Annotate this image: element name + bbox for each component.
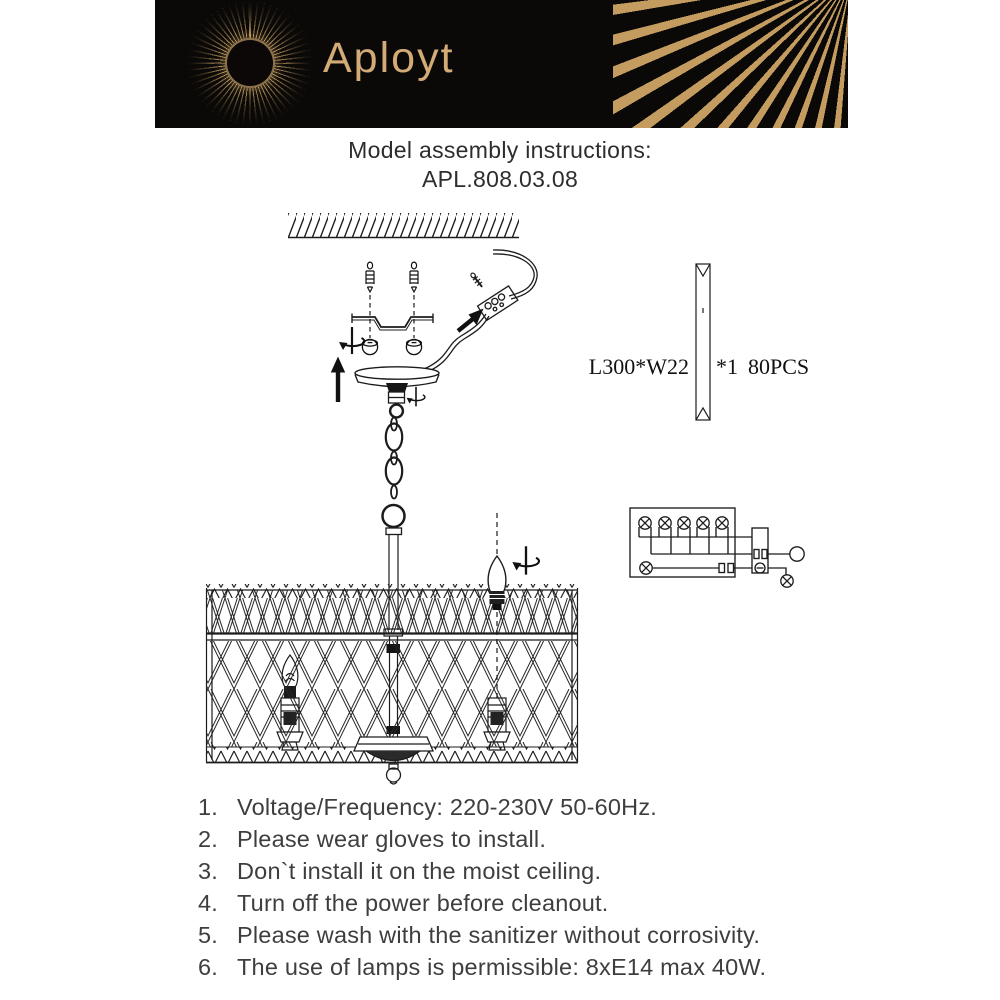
- rotate-symbol-icon: [407, 387, 425, 406]
- item-text: Please wash with the sanitizer without corrosivity.: [237, 922, 761, 948]
- hanging-chain-icon: [383, 418, 405, 535]
- page-title: Model assembly instructions:: [348, 137, 652, 163]
- terminal-block-icon: [424, 250, 537, 372]
- push-up-arrow-icon: [331, 357, 345, 403]
- item-number: 6.: [198, 954, 218, 980]
- crystal-rod-icon: [696, 264, 710, 420]
- ceiling-canopy-icon: [355, 367, 439, 418]
- list-item: [198, 890, 888, 917]
- item-text: Turn off the power before cleanout.: [237, 890, 609, 916]
- list-item: [198, 826, 888, 853]
- crystal-size-label: L300*W22: [588, 354, 689, 379]
- assembly-diagram: [150, 205, 860, 805]
- rotate-symbol-icon: [512, 546, 539, 574]
- ceiling-hatch-icon: [288, 213, 519, 238]
- wiring-schematic-icon: [630, 508, 804, 587]
- instruction-list: [198, 794, 888, 986]
- title-block: [0, 136, 1000, 194]
- brand-header: [155, 0, 848, 128]
- crystal-pcs-label: 80PCS: [748, 354, 810, 379]
- list-item: [198, 794, 888, 821]
- crystal-qty-label: *1: [716, 354, 738, 379]
- list-item: [198, 954, 888, 981]
- item-text: The use of lamps is permissible: 8xE14 max 40W.: [237, 954, 767, 980]
- brand-name: Aployt: [323, 34, 455, 82]
- drum-shade-icon: [206, 584, 578, 763]
- list-item: [198, 858, 888, 885]
- item-text: Don`t install it on the moist ceiling.: [237, 858, 602, 884]
- item-number: 4.: [198, 890, 218, 916]
- sunburst-rays-icon: [613, 0, 848, 128]
- item-number: 2.: [198, 826, 218, 852]
- item-number: 5.: [198, 922, 218, 948]
- rotate-symbol-icon: [339, 327, 364, 354]
- mounting-bracket-icon: [352, 314, 433, 331]
- item-number: 3.: [198, 858, 218, 884]
- mounting-screws-icon: [362, 262, 421, 355]
- model-number: APL.808.03.08: [421, 166, 579, 192]
- item-text: Voltage/Frequency: 220-230V 50-60Hz.: [237, 794, 658, 820]
- list-item: [198, 922, 888, 949]
- item-number: 1.: [198, 794, 218, 820]
- starburst-logo-icon: [189, 2, 311, 124]
- item-text: Please wear gloves to install.: [237, 826, 547, 852]
